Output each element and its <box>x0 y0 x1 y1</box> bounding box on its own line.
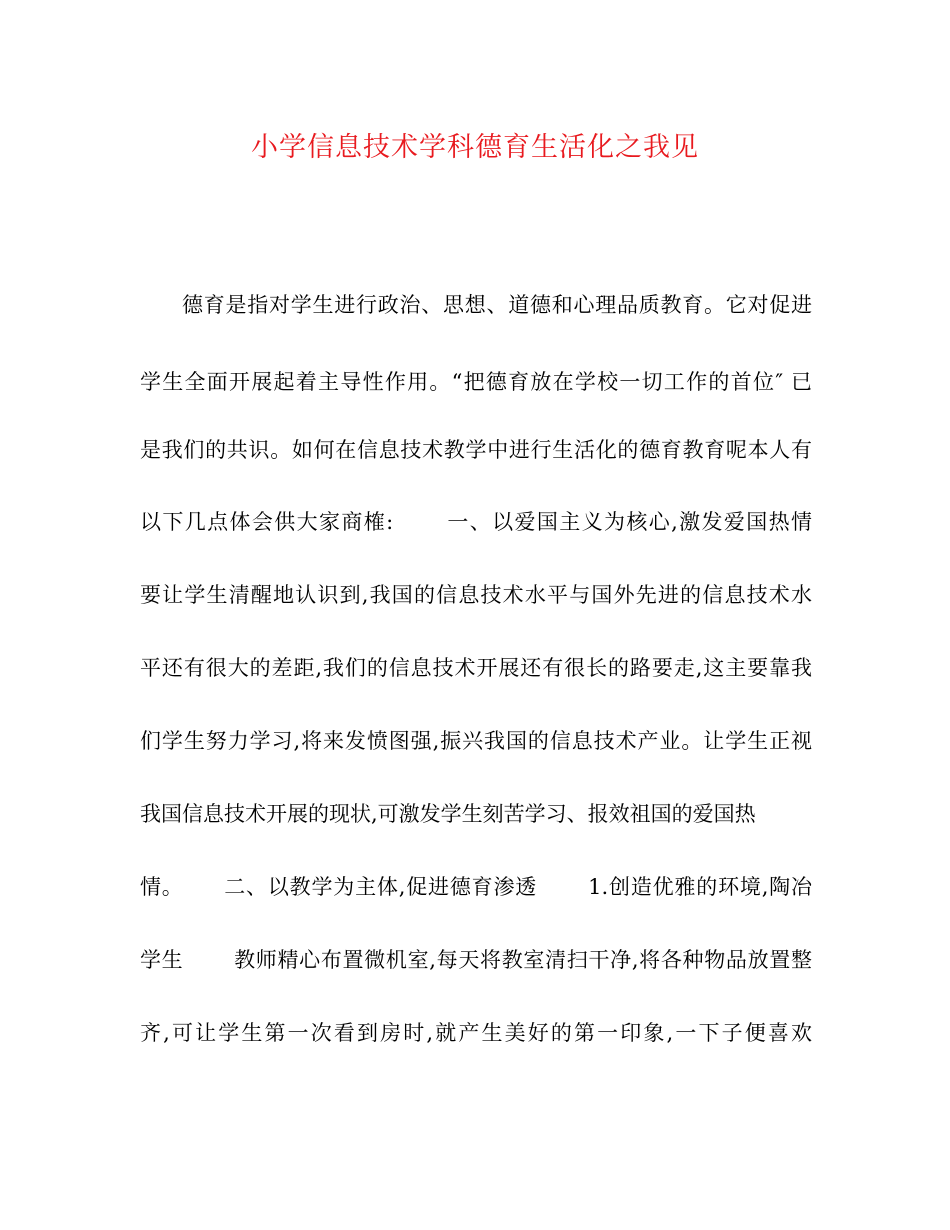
body-line: 学生全面开展起着主导性作用。“把德育放在学校一切工作的首位″ 已 <box>140 370 812 394</box>
body-line: 学生 教师精心布置微机室,每天将教室清扫干净,将各种物品放置整 <box>140 948 812 972</box>
body-line: 以下几点体会供大家商榷: 一、以爱国主义为核心,激发爱国热情 <box>140 510 812 534</box>
body-line: 齐,可让学生第一次看到房时,就产生美好的第一印象,一下子便喜欢 <box>140 1021 812 1045</box>
body-line: 是我们的共识。如何在信息技术教学中进行生活化的德育教育呢本人有 <box>140 438 812 462</box>
body-line: 情。 二、以教学为主体,促进德育渗透 1.创造优雅的环境,陶冶 <box>140 875 812 899</box>
body-line: 平还有很大的差距,我们的信息技术开展还有很长的路要走,这主要靠我 <box>140 656 812 680</box>
document-title: 小学信息技术学科德育生活化之我见 <box>251 132 699 163</box>
body-line: 要让学生清醒地认识到,我国的信息技术水平与国外先进的信息技术水 <box>140 583 812 607</box>
body-line: 们学生努力学习,将来发愤图强,振兴我国的信息技术产业。让学生正视 <box>140 729 812 753</box>
body-line: 我国信息技术开展的现状,可激发学生刻苦学习、报效祖国的爱国热 <box>140 802 756 826</box>
body-line: 德育是指对学生进行政治、思想、道德和心理品质教育。它对促进 <box>182 293 812 317</box>
